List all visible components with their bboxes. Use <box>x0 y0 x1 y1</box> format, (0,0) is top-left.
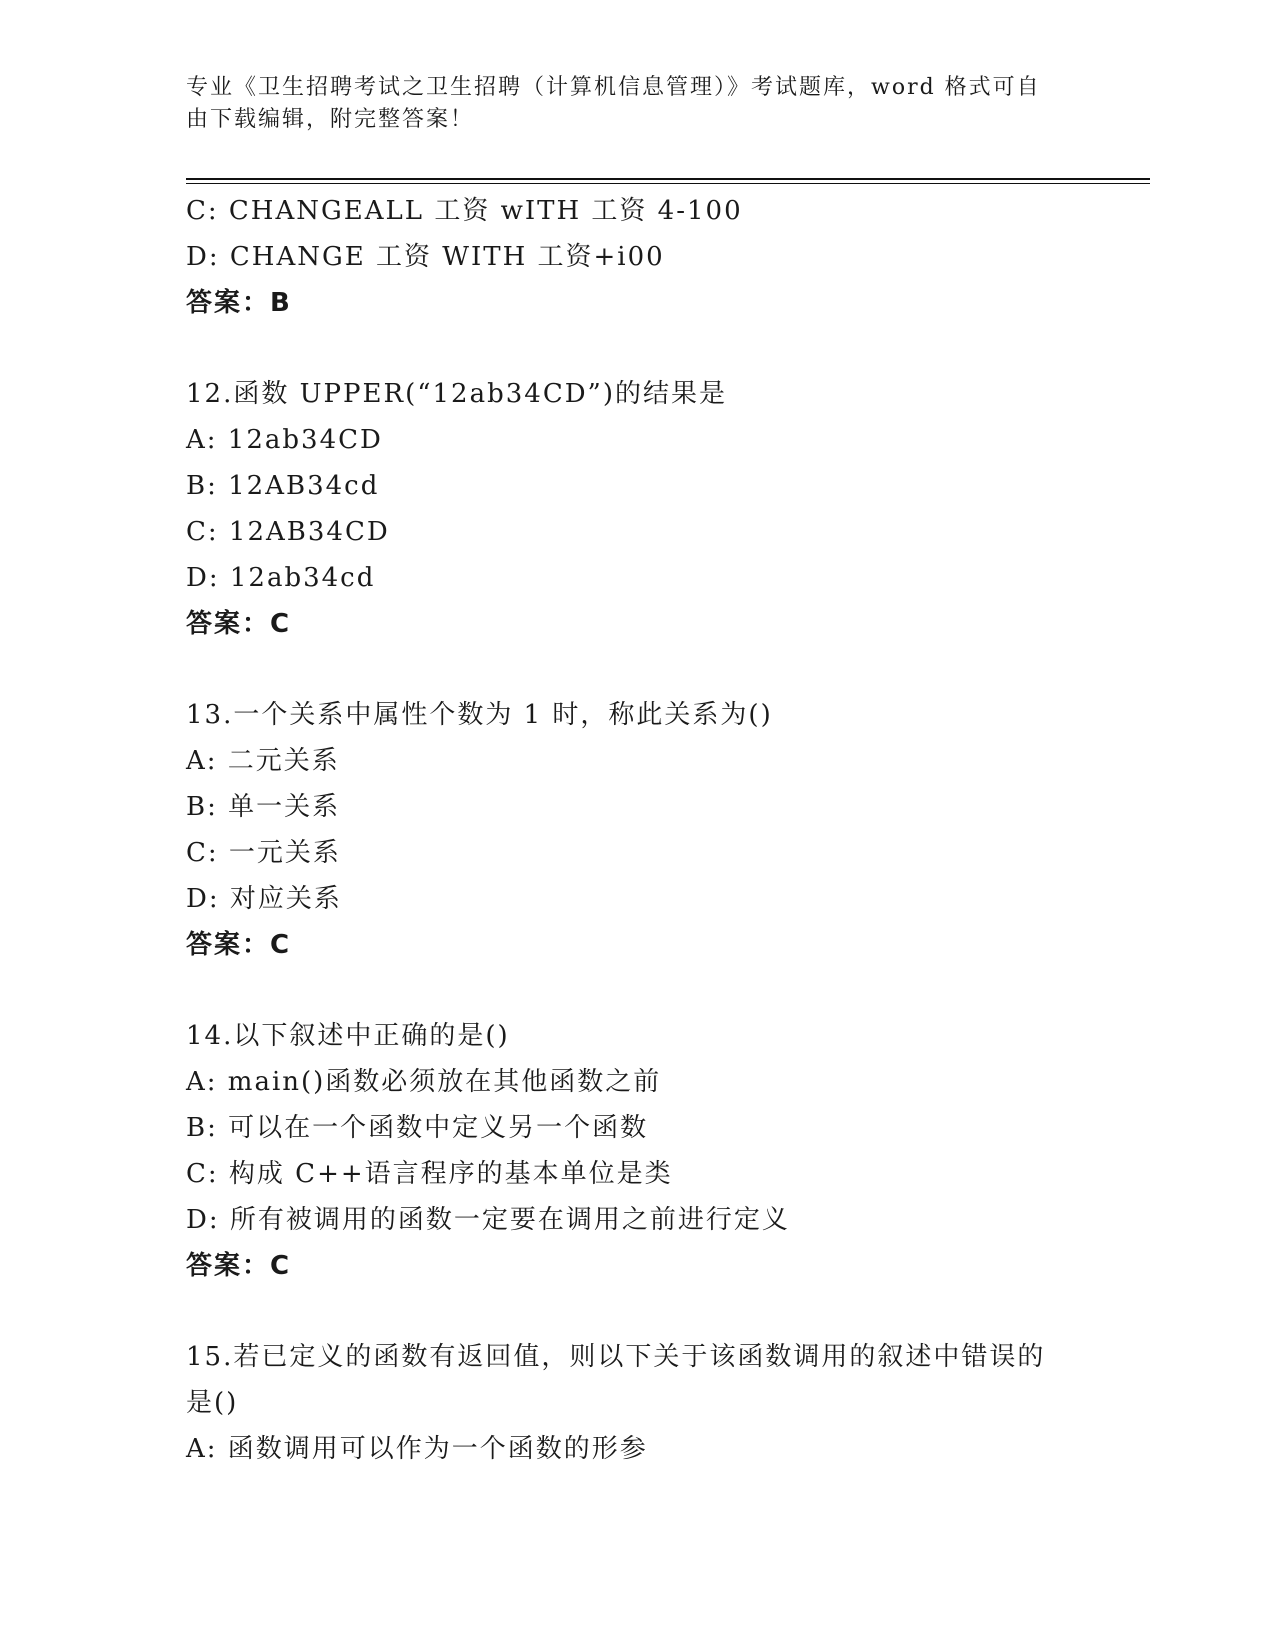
header-line-1: 专业《卫生招聘考试之卫生招聘（计算机信息管理）》考试题库，word 格式可自 <box>186 75 1041 100</box>
answer-line: 答案：C <box>186 930 292 960</box>
spacer <box>186 1289 1086 1334</box>
spacer <box>186 968 1086 1013</box>
option-d: D: CHANGE 工资 WITH 工资+i00 <box>186 242 665 272</box>
option-a: A: 二元关系 <box>186 746 340 776</box>
option-a: A: 函数调用可以作为一个函数的形参 <box>186 1434 648 1464</box>
spacer <box>186 326 1086 371</box>
option-b: B: 可以在一个函数中定义另一个函数 <box>186 1113 649 1143</box>
option-a: A: main()函数必须放在其他函数之前 <box>186 1067 662 1097</box>
header-rule-thick <box>186 178 1150 180</box>
question-stem-line-2: 是() <box>186 1388 239 1418</box>
option-d: D: 对应关系 <box>186 884 342 914</box>
option-c: C: 一元关系 <box>186 838 341 868</box>
option-c: C: CHANGEALL 工资 wITH 工资 4-100 <box>186 196 743 226</box>
header-rule-thin <box>186 183 1150 184</box>
option-d: D: 所有被调用的函数一定要在调用之前进行定义 <box>186 1205 790 1235</box>
question-stem: 14.以下叙述中正确的是() <box>186 1021 510 1051</box>
option-d: D: 12ab34cd <box>186 563 376 593</box>
answer-line: 答案：B <box>186 288 292 318</box>
option-c: C: 构成 C++语言程序的基本单位是类 <box>186 1159 673 1189</box>
spacer <box>186 647 1086 692</box>
option-b: B: 12AB34cd <box>186 471 380 501</box>
question-stem-line-1: 15.若已定义的函数有返回值，则以下关于该函数调用的叙述中错误的 <box>186 1342 1046 1372</box>
answer-line: 答案：C <box>186 609 292 639</box>
question-content <box>186 188 1086 1472</box>
header-line-2: 由下载编辑，附完整答案！ <box>186 107 475 132</box>
answer-line: 答案：C <box>186 1251 292 1281</box>
option-a: A: 12ab34CD <box>186 425 383 455</box>
document-header <box>186 72 1086 136</box>
option-b: B: 单一关系 <box>186 792 341 822</box>
question-stem: 13.一个关系中属性个数为 1 时，称此关系为() <box>186 700 773 730</box>
question-stem: 12.函数 UPPER(“12ab34CD”)的结果是 <box>186 379 727 409</box>
option-c: C: 12AB34CD <box>186 517 390 547</box>
